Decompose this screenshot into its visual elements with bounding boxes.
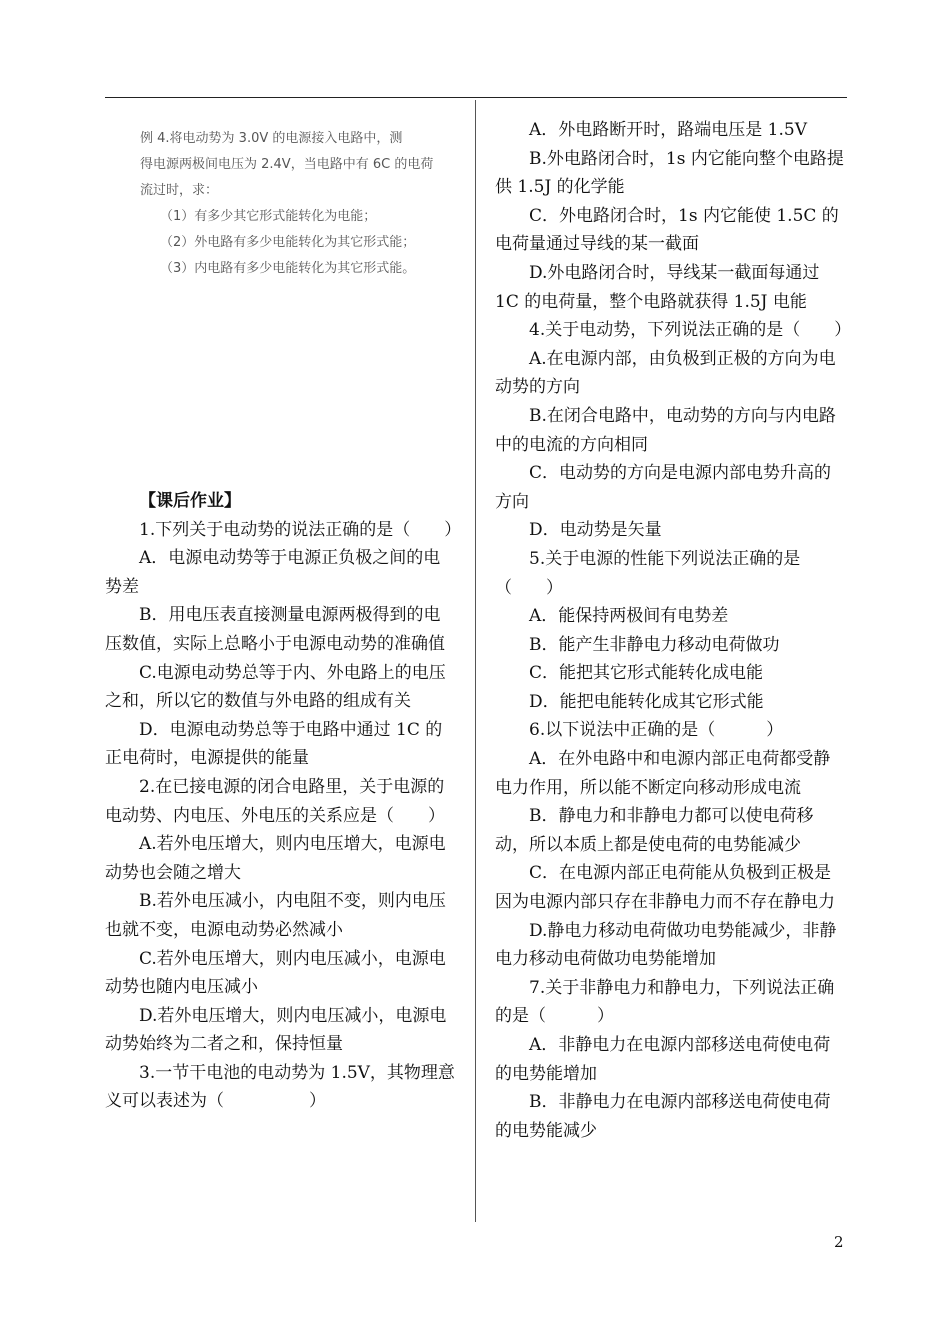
option-2a: A.若外电压增大，则内电压增大，电源电动势也会随之增大 bbox=[105, 834, 446, 883]
option-4d: D．电动势是矢量 bbox=[529, 520, 662, 541]
question-1: 1.下列关于电动势的说法正确的是（ ） bbox=[139, 519, 462, 540]
question-7: 7.关于非静电力和静电力，下列说法正确的是（ ） bbox=[495, 977, 835, 1027]
option-7a: A．非静电力在电源内部移送电荷使电荷的电势能增加 bbox=[495, 1035, 831, 1084]
question-5: 5.关于电源的性能下列说法正确的是（ ） bbox=[495, 548, 801, 598]
option-6c: C．在电源内部正电荷能从负极到正极是因为电源内部只存在非静电力而不存在静电力 bbox=[495, 863, 835, 913]
page-number: 2 bbox=[834, 1233, 844, 1251]
option-4c: C．电动势的方向是电源内部电势升高的方向 bbox=[495, 463, 832, 512]
option-5d: D．能把电能转化成其它形式能 bbox=[529, 691, 764, 712]
homework-heading: 【课后作业】 bbox=[139, 491, 241, 511]
option-3a: A．外电路断开时，路端电压是 1.5V bbox=[529, 120, 807, 140]
question-6: 6.以下说法中正确的是（ ） bbox=[529, 720, 784, 741]
example-line: （3）内电路有多少电能转化为其它形式能。 bbox=[160, 261, 416, 276]
option-5a: A．能保持两极间有电势差 bbox=[529, 606, 729, 627]
option-6a: A．在外电路中和电源内部正电荷都受静电力作用，所以能不断定向移动形成电流 bbox=[495, 749, 831, 798]
left-column bbox=[105, 487, 462, 1116]
option-2d: D.若外电压增大，则内电压减小，电源电动势始终为二者之和，保持恒量 bbox=[105, 1005, 447, 1055]
question-3: 3.一节干电池的电动势为 1.5V，其物理意义可以表述为（ ） bbox=[105, 1062, 455, 1112]
example-line: 例 4.将电动势为 3.0V 的电源接入电路中，测 bbox=[140, 131, 403, 146]
option-5b: B．能产生非静电力移动电荷做功 bbox=[529, 634, 780, 655]
option-4b: B.在闭合电路中，电动势的方向与内电路中的电流的方向相同 bbox=[495, 405, 836, 455]
option-1a: A．电源电动势等于电源正负极之间的电势差 bbox=[105, 548, 441, 597]
option-1d: D．电源电动势总等于电路中通过 1C 的正电荷时，电源提供的能量 bbox=[105, 719, 443, 769]
option-2c: C.若外电压增大，则内电压减小，电源电动势也随内电压减小 bbox=[105, 948, 446, 998]
option-5c: C．能把其它形式能转化成电能 bbox=[529, 663, 764, 684]
option-2b: B.若外电压减小，内电阻不变，则内电压也就不变，电源电动势必然减小 bbox=[105, 891, 446, 940]
column-divider bbox=[475, 100, 476, 1222]
option-3c: C．外电路闭合时，1s 内它能使 1.5C 的电荷量通过导线的某一截面 bbox=[495, 205, 839, 255]
example-line: （1）有多少其它形式能转化为电能； bbox=[160, 209, 377, 224]
question-2: 2.在已接电源的闭合电路里，关于电源的电动势、内电压、外电压的关系应是（ ） bbox=[105, 776, 445, 826]
example-line: （2）外电路有多少电能转化为其它形式能； bbox=[160, 235, 416, 250]
option-6b: B．静电力和非静电力都可以使电荷移动，所以本质上都是使电荷的电势能减少 bbox=[495, 806, 814, 855]
option-3d: D.外电路闭合时，导线某一截面每通过 1C 的电荷量，整个电路就获得 1.5J 电能 bbox=[495, 262, 820, 312]
example-4-image bbox=[140, 126, 450, 282]
option-4a: A.在电源内部，由负极到正极的方向为电动势的方向 bbox=[495, 348, 836, 398]
right-column bbox=[495, 116, 852, 1145]
header-rule bbox=[105, 97, 847, 98]
question-4: 4.关于电动势，下列说法正确的是（ ） bbox=[529, 320, 852, 341]
example-line: 得电源两极间电压为 2.4V，当电路中有 6C 的电荷 bbox=[140, 157, 434, 172]
option-1c: C.电源电动势总等于内、外电路上的电压之和，所以它的数值与外电路的组成有关 bbox=[105, 662, 446, 712]
option-1b: B．用电压表直接测量电源两极得到的电压数值，实际上总略小于电源电动势的准确值 bbox=[105, 605, 445, 654]
option-3b: B.外电路闭合时，1s 内它能向整个电路提供 1.5J 的化学能 bbox=[495, 148, 844, 198]
option-7b: B．非静电力在电源内部移送电荷使电荷的电势能减少 bbox=[495, 1092, 831, 1141]
example-line: 流过时，求： bbox=[140, 183, 219, 198]
option-6d: D.静电力移动电荷做功电势能减少，非静电力移动电荷做功电势能增加 bbox=[495, 920, 837, 970]
